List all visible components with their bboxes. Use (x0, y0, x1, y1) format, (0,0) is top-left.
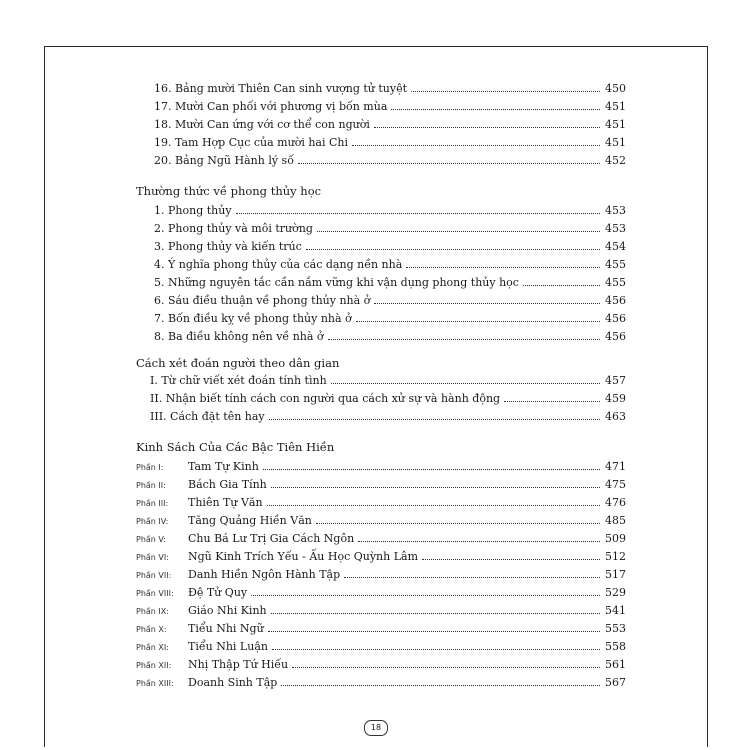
toc-page: 456 (605, 330, 626, 343)
toc-title: Tiểu Nhi Ngữ (188, 622, 264, 635)
toc-title: Nhị Thập Tứ Hiếu (188, 658, 289, 671)
toc-number: 2. (154, 222, 165, 235)
dot-leader (344, 577, 600, 578)
toc-page: 459 (605, 392, 626, 405)
toc-title: Giáo Nhi Kinh (188, 604, 267, 617)
toc-title: Bảng Ngũ Hành lý số (175, 154, 294, 167)
toc-title: Danh Hiền Ngôn Hành Tập (188, 568, 341, 581)
dot-leader (251, 595, 600, 596)
part-label: Phần III: (136, 499, 169, 508)
toc-page: 453 (605, 222, 626, 235)
dot-leader (374, 303, 600, 304)
toc-entry (150, 392, 626, 406)
toc-entry-20 (154, 154, 626, 168)
toc-entry (154, 204, 626, 218)
toc-entry (136, 532, 626, 547)
toc-page: 476 (605, 496, 626, 509)
toc-number: 18. (154, 118, 172, 131)
toc-page: 451 (605, 136, 626, 149)
toc-page: 558 (605, 640, 626, 653)
part-label: Phần VII: (136, 571, 172, 580)
toc-number: 8. (154, 330, 165, 343)
toc-title: Phong thủy (168, 204, 232, 217)
dot-leader (411, 91, 600, 92)
section-heading-phong-thuy: Thường thức về phong thủy học (136, 184, 322, 198)
toc-page: 456 (605, 294, 626, 307)
toc-number: 5. (154, 276, 165, 289)
toc-entry (136, 676, 626, 691)
toc-page: 451 (605, 100, 626, 113)
toc-page: 452 (605, 154, 626, 167)
toc-page: 463 (605, 410, 626, 423)
toc-number: II. (150, 392, 163, 405)
toc-entry (154, 222, 626, 236)
toc-page: 450 (605, 82, 626, 95)
toc-page: 454 (605, 240, 626, 253)
toc-number: 1. (154, 204, 165, 217)
dot-leader (272, 649, 600, 650)
toc-number: 16. (154, 82, 172, 95)
toc-title: Doanh Sinh Tập (188, 676, 278, 689)
toc-title: Tam Tự Kinh (188, 460, 259, 473)
toc-entry (136, 568, 626, 583)
toc-entry (154, 330, 626, 344)
toc-number: 17. (154, 100, 172, 113)
toc-number: 7. (154, 312, 165, 325)
dot-leader (298, 163, 600, 164)
dot-leader (268, 631, 600, 632)
part-label: Phần IV: (136, 517, 169, 526)
toc-entry (136, 586, 626, 601)
dot-leader (281, 685, 600, 686)
toc-entry (154, 276, 626, 290)
toc-page: 456 (605, 312, 626, 325)
toc-title: Tăng Quảng Hiền Văn (188, 514, 312, 527)
toc-title: Tam Hợp Cục của mười hai Chi (175, 136, 349, 149)
dot-leader (269, 419, 600, 420)
dot-leader (236, 213, 600, 214)
toc-page: 475 (605, 478, 626, 491)
toc-number: 20. (154, 154, 172, 167)
dot-leader (271, 613, 600, 614)
dot-leader (406, 267, 600, 268)
toc-title: Bách Gia Tính (188, 478, 267, 491)
dot-leader (292, 667, 600, 668)
toc-title: Ba điều không nên về nhà ở (168, 330, 324, 343)
part-label: Phần VIII: (136, 589, 174, 598)
part-label: Phần XIII: (136, 679, 174, 688)
dot-leader (271, 487, 600, 488)
toc-entry (154, 312, 626, 326)
toc-entry (136, 478, 626, 493)
toc-page: 553 (605, 622, 626, 635)
toc-number: 3. (154, 240, 165, 253)
part-label: Phần V: (136, 535, 166, 544)
page-number-badge: 18 (364, 720, 388, 736)
part-label: Phần I: (136, 463, 164, 472)
toc-page: 455 (605, 276, 626, 289)
dot-leader (422, 559, 600, 560)
toc-title: Ngũ Kinh Trích Yếu - Ấu Học Quỳnh Lâm (188, 550, 419, 563)
toc-number: III. (150, 410, 167, 423)
toc-title: Chu Bá Lư Trị Gia Cách Ngôn (188, 532, 355, 545)
dot-leader (263, 469, 600, 470)
toc-title: Cách đặt tên hay (170, 410, 265, 423)
toc-title: Bảng mười Thiên Can sinh vượng tử tuyệt (175, 82, 408, 95)
toc-title: Mười Can phối với phương vị bốn mùa (175, 100, 388, 113)
dot-leader (328, 339, 600, 340)
toc-entry (136, 640, 626, 655)
toc-entry (136, 496, 626, 511)
toc-title: Tiểu Nhi Luận (188, 640, 268, 653)
toc-title: Nhận biết tính cách con người qua cách xử sự và hành động (165, 392, 501, 405)
dot-leader (316, 523, 600, 524)
toc-entry (136, 658, 626, 673)
dot-leader (504, 401, 600, 402)
toc-entry (150, 410, 626, 424)
toc-page: 485 (605, 514, 626, 527)
toc-title: Sáu điều thuận về phong thủy nhà ở (168, 294, 371, 307)
toc-number: 19. (154, 136, 172, 149)
toc-entry (150, 374, 626, 388)
section-heading-xet-doan: Cách xét đoán người theo dân gian (136, 356, 340, 370)
part-label: Phần VI: (136, 553, 169, 562)
toc-title: Ý nghĩa phong thủy của các dạng nền nhà (168, 258, 403, 271)
dot-leader (374, 127, 600, 128)
toc-entry (136, 514, 626, 529)
toc-page: 517 (605, 568, 626, 581)
toc-title: Đệ Tử Quy (188, 586, 248, 599)
toc-page: 561 (605, 658, 626, 671)
part-label: Phần XII: (136, 661, 172, 670)
toc-title: Mười Can ứng với cơ thể con người (175, 118, 370, 131)
toc-title: Từ chữ viết xét đoán tính tình (161, 374, 327, 387)
part-label: Phần XI: (136, 643, 169, 652)
toc-entry (136, 622, 626, 637)
toc-entry (136, 460, 626, 475)
toc-page: 512 (605, 550, 626, 563)
toc-entry-17 (154, 100, 626, 114)
toc-number: 6. (154, 294, 165, 307)
part-label: Phần X: (136, 625, 167, 634)
toc-entry-19 (154, 136, 626, 150)
dot-leader (391, 109, 600, 110)
toc-page: 455 (605, 258, 626, 271)
part-label: Phần IX: (136, 607, 169, 616)
toc-page: 457 (605, 374, 626, 387)
dot-leader (267, 505, 600, 506)
toc-page: 509 (605, 532, 626, 545)
toc-entry-18 (154, 118, 626, 132)
toc-entry (154, 294, 626, 308)
dot-leader (306, 249, 600, 250)
dot-leader (523, 285, 600, 286)
toc-page: 567 (605, 676, 626, 689)
dot-leader (331, 383, 600, 384)
toc-page: 453 (605, 204, 626, 217)
toc-title: Những nguyên tắc cần nắm vững khi vận dụng phong thủy học (168, 276, 519, 289)
toc-entry (136, 604, 626, 619)
toc-number: 4. (154, 258, 165, 271)
dot-leader (356, 321, 600, 322)
toc-title: Thiên Tự Văn (188, 496, 263, 509)
toc-page: 471 (605, 460, 626, 473)
section-heading-kinh-sach: Kinh Sách Của Các Bậc Tiên Hiền (136, 440, 335, 454)
toc-page: 451 (605, 118, 626, 131)
dot-leader (317, 231, 600, 232)
toc-entry-16 (154, 82, 626, 96)
dot-leader (352, 145, 600, 146)
toc-page: 541 (605, 604, 626, 617)
toc-number: I. (150, 374, 158, 387)
toc-page: 529 (605, 586, 626, 599)
toc-entry (154, 258, 626, 272)
toc-title: Bốn điều kỵ về phong thủy nhà ở (168, 312, 352, 325)
dot-leader (358, 541, 600, 542)
toc-title: Phong thủy và kiến trúc (168, 240, 302, 253)
toc-title: Phong thủy và môi trường (168, 222, 313, 235)
toc-entry (136, 550, 626, 565)
part-label: Phần II: (136, 481, 166, 490)
toc-entry (154, 240, 626, 254)
